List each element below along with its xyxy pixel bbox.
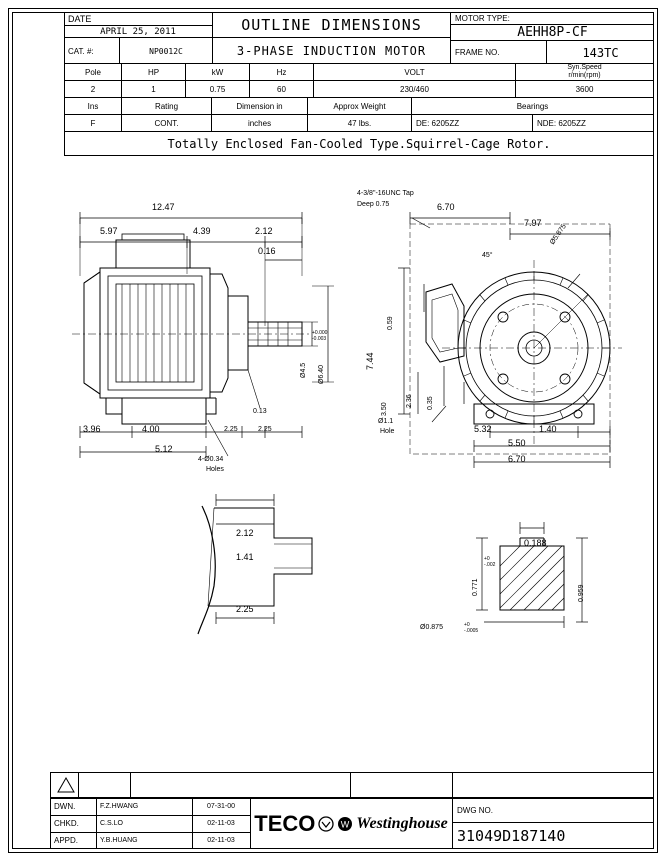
brand-logo: [250, 798, 452, 849]
date-value: APRIL 25, 2011: [64, 26, 212, 38]
spec-header-volt: VOLT: [314, 64, 516, 81]
cat-value: NP0012C: [149, 46, 183, 56]
dim-5-32: 5.32: [474, 424, 492, 434]
dim-bore-dia: Ø6.40: [318, 364, 325, 384]
spec-header-dimension: Dimension in: [212, 98, 308, 115]
spec-header-hz: Hz: [250, 64, 314, 81]
title-date-dwn: 07-31-00: [206, 803, 236, 810]
date-label: DATE: [64, 12, 212, 26]
dim-0-13: 0.13: [253, 408, 267, 415]
spec-header-rating: Rating: [122, 98, 212, 115]
dim-4-39: 4.39: [193, 226, 211, 236]
title-role-appd: APPD.: [54, 836, 79, 845]
brand-teco: TECO: [254, 810, 316, 836]
dim-key-height: 0.771: [472, 578, 479, 596]
title-name-appd: Y.B.HUANG: [100, 837, 138, 844]
dim-3-50: 3.50: [381, 402, 388, 416]
divider: [350, 772, 351, 798]
spec-value-hp: 1: [122, 81, 186, 98]
spec-value-synspeed: 3600: [516, 81, 654, 98]
dim-4-00: 4.00: [142, 424, 160, 434]
spec-value-weight: 47 lbs.: [308, 115, 412, 132]
tap-note-line2: Deep 0.75: [357, 201, 390, 208]
spec-header-bearings: Bearings: [412, 98, 654, 115]
dim-front-6-70-top: 6.70: [437, 202, 455, 212]
spec-value-hz: 60: [250, 81, 314, 98]
spec-value-dimension: inches: [212, 115, 308, 132]
title-name-dwn: F.Z.HWANG: [100, 803, 139, 810]
revision-strip: [50, 772, 654, 798]
dim-0-59: 0.59: [387, 316, 394, 330]
spec-header-pole: Pole: [64, 64, 122, 81]
dim-angle-45: 45°: [482, 252, 493, 259]
spec-value-ins: F: [64, 115, 122, 132]
spec-value-rating: CONT.: [122, 115, 212, 132]
spec-value-de-bearing: DE: 6205ZZ: [412, 115, 533, 132]
dim-shaft-tol: +0.000 -0.003: [312, 330, 328, 342]
divider: [78, 772, 79, 798]
dim-1-40: 1.40: [539, 424, 557, 434]
dim-2-25-a: 2.25: [224, 426, 238, 433]
frame-value: 143TC: [582, 45, 619, 60]
dim-bolt-circle: Ø5.875: [549, 223, 568, 247]
title-role-dwn: DWN.: [54, 802, 76, 811]
spec-value-volt: 230/460: [314, 81, 516, 98]
dim-shaft-dia: Ø4.5: [300, 362, 307, 378]
title-date-appd: 02-11-03: [207, 837, 235, 844]
dim-overall-length: 12.47: [152, 202, 175, 212]
motor-type-label: MOTOR TYPE:: [451, 12, 654, 25]
dim-section-height: 0.959: [578, 584, 585, 602]
synspeed-line2: r/min(rpm): [568, 72, 601, 79]
spec-value-pole: 2: [64, 81, 122, 98]
tap-note-line1: 4-3/8"-16UNC Tap: [357, 190, 414, 197]
spec-header-synspeed: [516, 64, 654, 81]
dim-front-6-70-bot: 6.70: [508, 454, 526, 464]
dim-3-96: 3.96: [83, 424, 101, 434]
circle-logo-icon: [318, 816, 334, 832]
title-date-chkd: 02-11-03: [207, 820, 235, 827]
spec-header-kw: kW: [186, 64, 250, 81]
w-circle-icon: [337, 816, 353, 832]
dim-7-97: 7.97: [524, 218, 542, 228]
dim-0-35: 0.35: [427, 396, 434, 410]
motor-type-value: AEHH8P-CF: [451, 25, 654, 41]
title-name-chkd: C.S.LO: [100, 820, 123, 827]
spec-value-nde-bearing: NDE: 6205ZZ: [533, 115, 654, 132]
dim-2-36: 2.36: [406, 394, 413, 408]
revision-triangle-icon: [56, 776, 76, 794]
dim-holes: 4-Ø0.34: [198, 456, 224, 463]
title-role-chkd: CHKD.: [54, 819, 79, 828]
frame-label: FRAME NO.: [451, 41, 547, 64]
spec-header-hp: HP: [122, 64, 186, 81]
dim-5-97: 5.97: [100, 226, 118, 236]
description-text: Totally Enclosed Fan-Cooled Type.Squirrel-Cage Rotor.: [64, 132, 654, 156]
dim-0-16: 0.16: [258, 246, 276, 256]
cat-label: CAT. #:: [64, 38, 120, 64]
drawing-subtitle: 3-PHASE INDUCTION MOTOR: [236, 44, 427, 58]
dim-5-12: 5.12: [155, 444, 173, 454]
divider: [452, 772, 453, 798]
dwg-no-value: 31049D187140: [457, 826, 566, 845]
dim-bv-2-12: 2.12: [236, 528, 254, 538]
dim-hole-label: Hole: [380, 428, 395, 435]
dim-bv-2-25: 2.25: [236, 604, 254, 614]
spec-header-ins: Ins: [64, 98, 122, 115]
dim-shaft-diameter-tol: +0 -.0005: [464, 622, 479, 634]
dim-hole-dia: Ø1.1: [378, 418, 394, 425]
dwg-no-label: DWG NO.: [457, 805, 493, 815]
svg-text:W: W: [341, 819, 350, 829]
spec-header-weight: Approx Weight: [308, 98, 412, 115]
dim-key-width: 0.188: [524, 538, 547, 548]
brand-westinghouse: Westinghouse: [356, 814, 448, 832]
dim-bv-1-41: 1.41: [236, 552, 254, 562]
drawing-title: OUTLINE DIMENSIONS: [213, 12, 450, 38]
synspeed-line1: Syn.Speed: [567, 64, 602, 71]
dim-5-50: 5.50: [508, 438, 526, 448]
dim-2-25-b: 2.25: [258, 426, 272, 433]
divider: [130, 772, 131, 798]
dim-holes-label: Holes: [206, 466, 224, 473]
drawing-canvas: [12, 156, 654, 766]
dim-key-tol: +0 -.002: [484, 556, 496, 568]
dim-7-44: 7.44: [365, 352, 375, 370]
dim-2-12-top: 2.12: [255, 226, 273, 236]
dim-shaft-diameter: Ø0.875: [420, 624, 443, 631]
spec-value-kw: 0.75: [186, 81, 250, 98]
